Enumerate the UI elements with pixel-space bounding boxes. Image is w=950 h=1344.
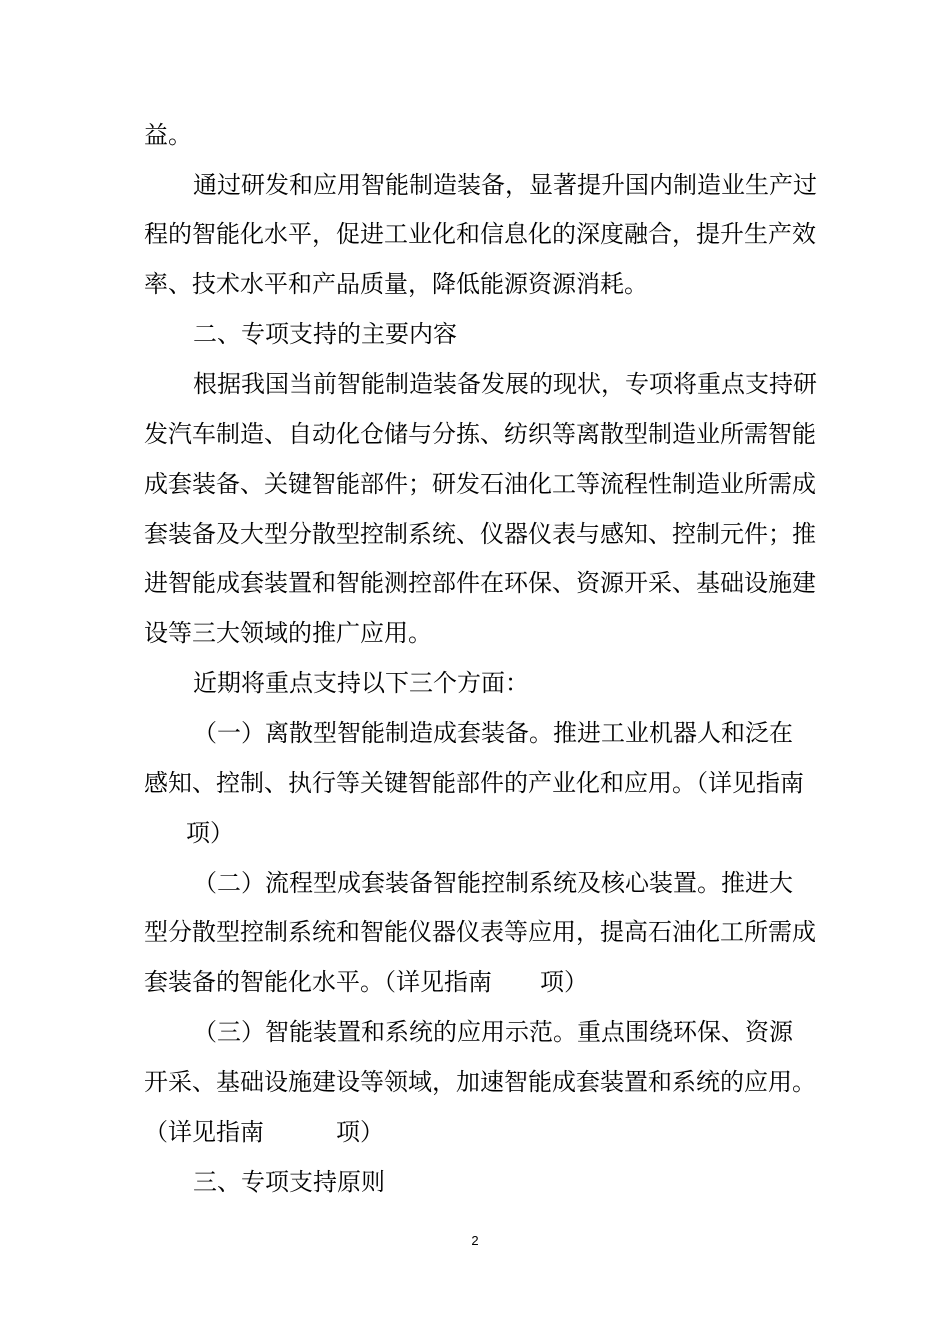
page-number: 2 — [471, 1233, 479, 1248]
text-line: 套装备及大型分散型控制系统、仪器仪表与感知、控制元件；推 — [144, 520, 816, 548]
text-line: 成套装备、关键智能部件；研发石油化工等流程性制造业所需成 — [144, 470, 816, 498]
text-line: （三）智能装置和系统的应用示范。重点围绕环保、资源 — [193, 1018, 793, 1046]
text-line: （一）离散型智能制造成套装备。推进工业机器人和泛在 — [193, 719, 793, 747]
text-line: 感知、控制、执行等关键智能部件的产业化和应用。（详见指南 — [144, 769, 804, 797]
text-line: 近期将重点支持以下三个方面： — [193, 669, 529, 697]
text-line: （二）流程型成套装备智能控制系统及核心装置。推进大 — [193, 869, 793, 897]
text-line: 开采、基础设施建设等领域，加速智能成套装置和系统的应用。 — [144, 1068, 816, 1096]
text-line: 发汽车制造、自动化仓储与分拣、纺织等离散型制造业所需智能 — [144, 420, 816, 448]
text-line: 型分散型控制系统和智能仪器仪表等应用，提高石油化工所需成 — [144, 918, 816, 946]
text-line: 根据我国当前智能制造装备发展的现状，专项将重点支持研 — [193, 370, 817, 398]
text-line: 益。 — [144, 121, 192, 149]
text-line: 项） — [186, 819, 234, 847]
section-heading: 三、专项支持原则 — [193, 1168, 385, 1196]
section-heading: 二、专项支持的主要内容 — [193, 320, 457, 348]
text-line: （详见指南 项） — [144, 1118, 384, 1146]
text-line: 程的智能化水平，促进工业化和信息化的深度融合，提升生产效 — [144, 220, 816, 248]
text-line: 进智能成套装置和智能测控部件在环保、资源开采、基础设施建 — [144, 569, 816, 597]
text-line: 率、技术水平和产品质量，降低能源资源消耗。 — [144, 270, 648, 298]
text-line: 套装备的智能化水平。（详见指南 项） — [144, 968, 588, 996]
text-line: 设等三大领域的推广应用。 — [144, 619, 432, 647]
text-line: 通过研发和应用智能制造装备，显著提升国内制造业生产过 — [193, 171, 817, 199]
